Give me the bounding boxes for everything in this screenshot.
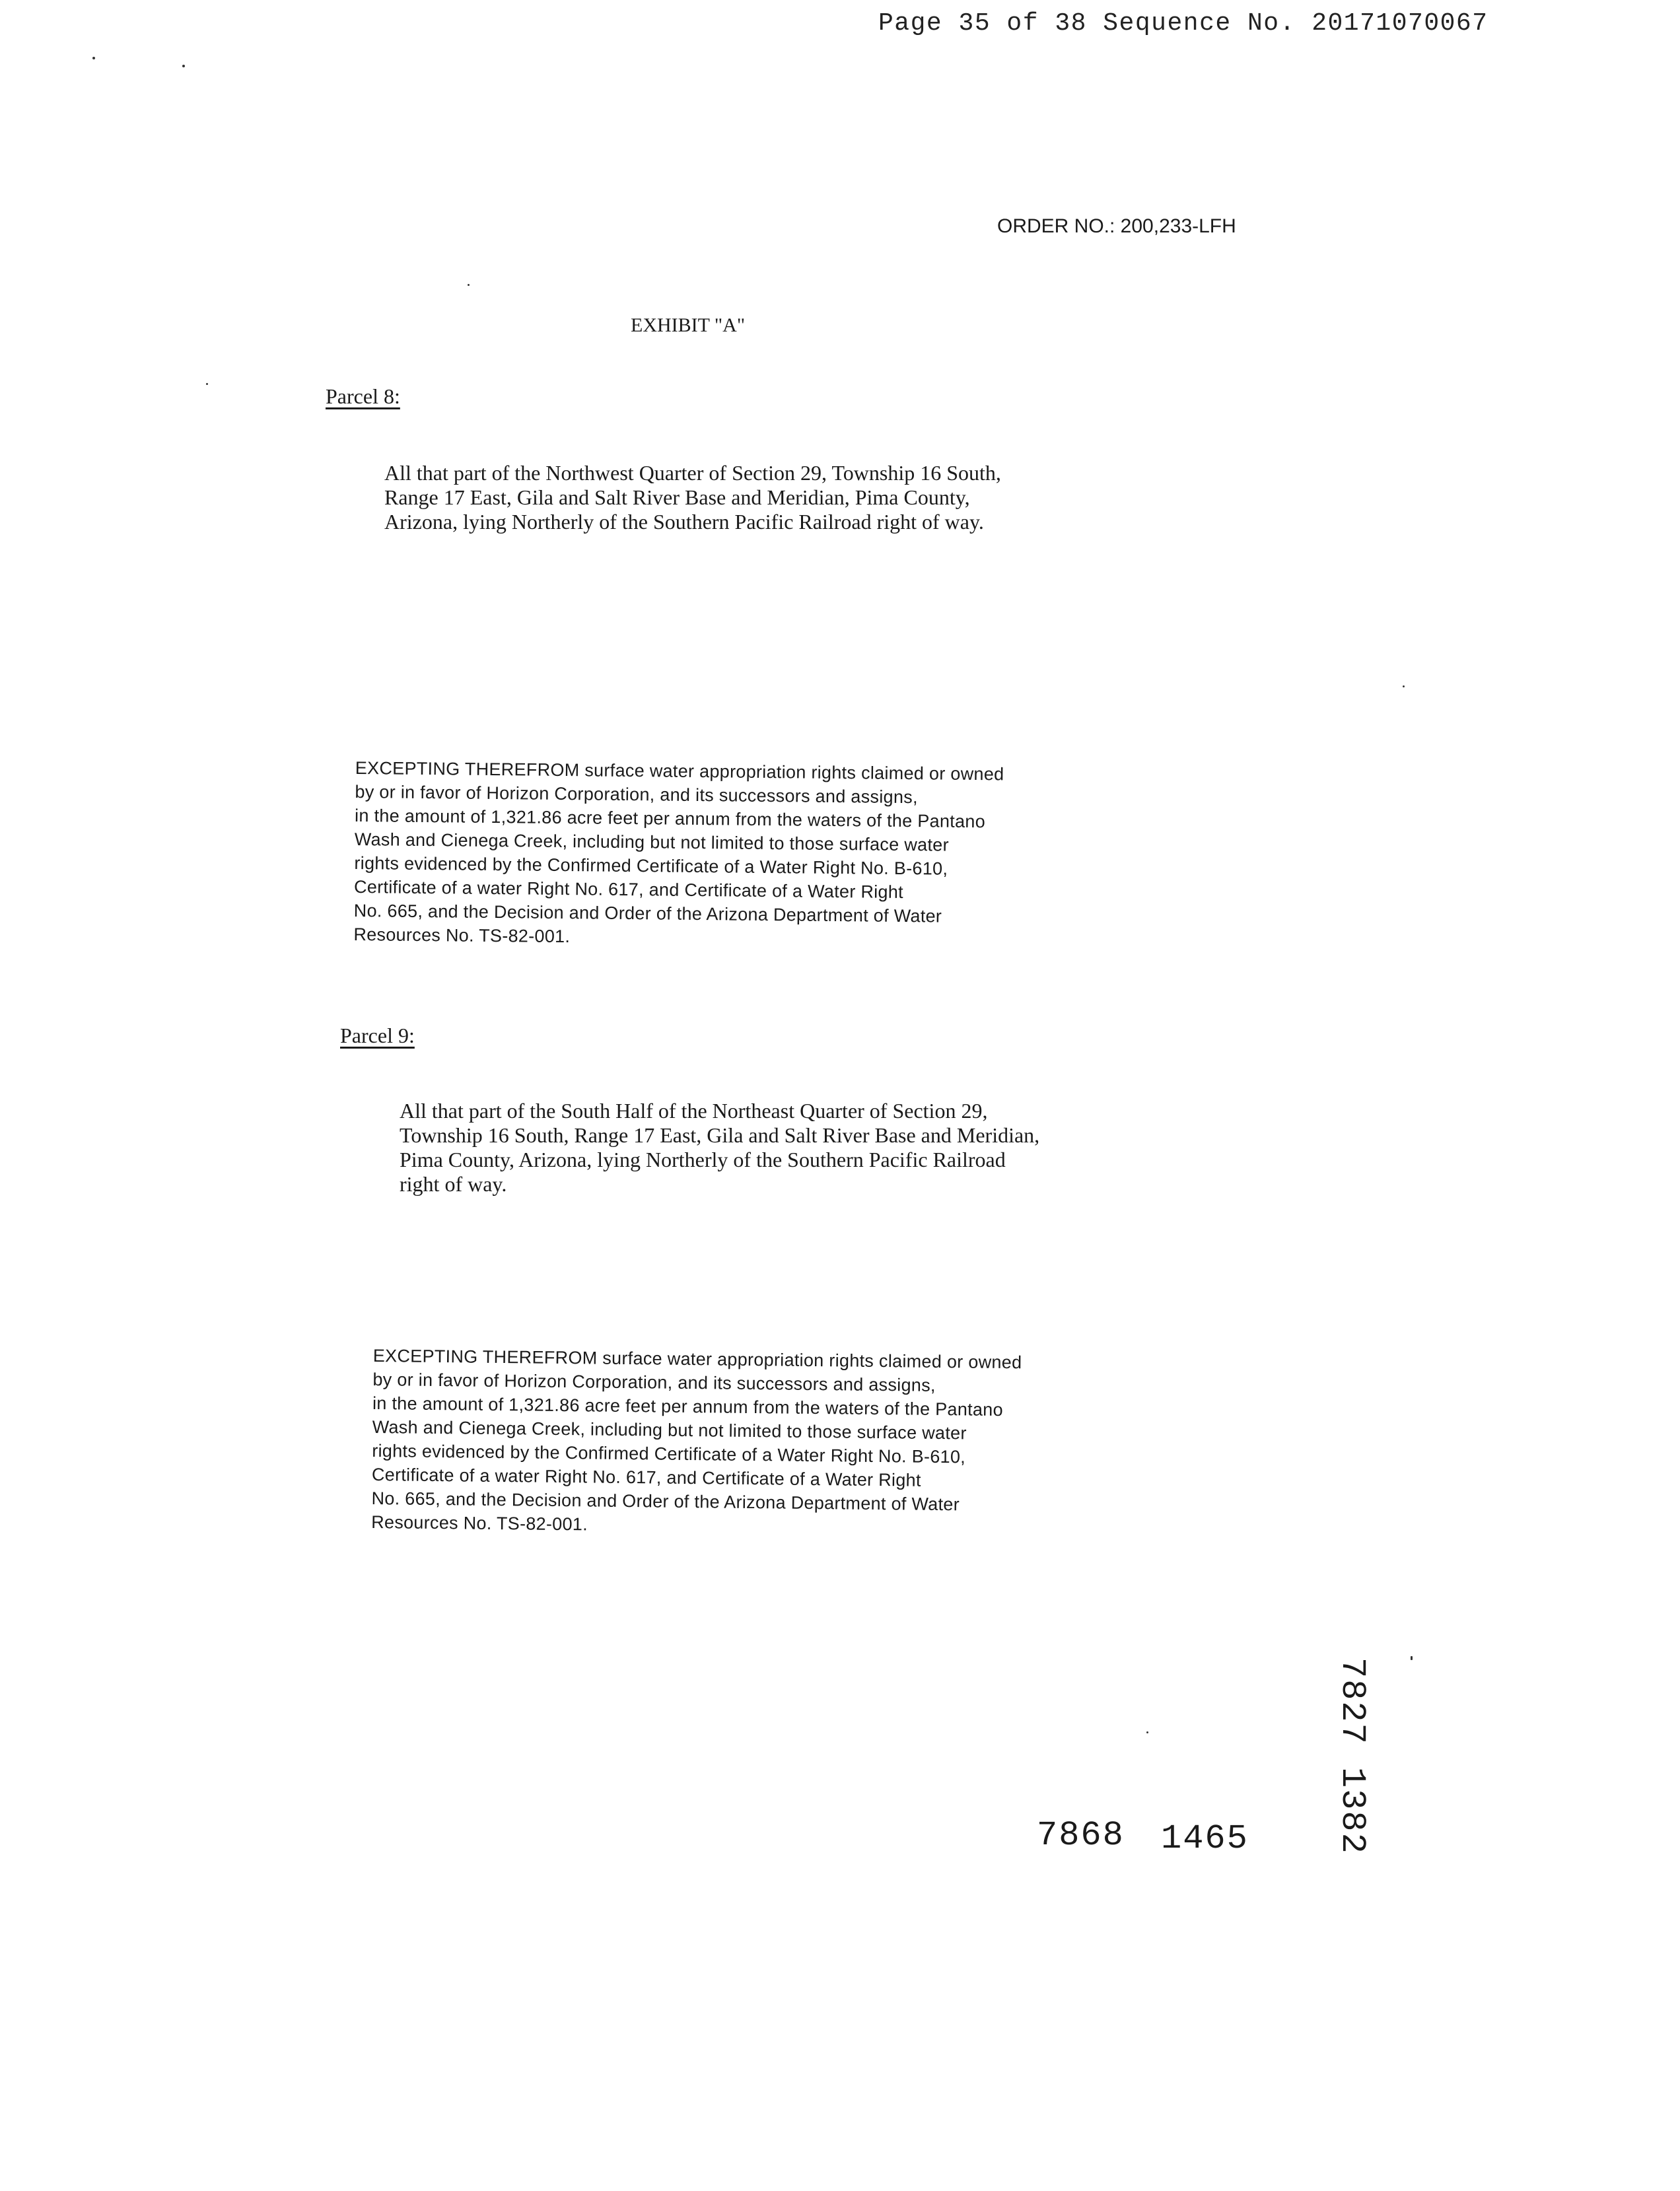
- scan-speck: [92, 57, 95, 59]
- parcel-8-heading: Parcel 8:: [326, 384, 400, 408]
- page-header: Page 35 of 38 Sequence No. 20171070067: [878, 9, 1488, 38]
- scan-speck: [1146, 1731, 1148, 1733]
- parcel-8-exception: EXCEPTING THEREFROM surface water appropriation rights claimed or owned by or in favor of Horizon Corporation, and its successors and assigns, in the amount of 1,321.86 acre feet per annum from the waters of the Pantano Wash and Cienega Creek, including but not limited to those surface water rights evidenced by the Confirmed Certificate of a Water Right No. B-610, Certificate of a water Right No. 617, and Certificate of a Water Right No. 665, and the Decision and Order of the Arizona Department of Water Resources No. TS-82-001.: [353, 757, 1004, 947]
- vertical-recording-stamp: 7827 1382: [1333, 1657, 1372, 1855]
- parcel-8-description: All that part of the Northwest Quarter of Section 29, Township 16 South, Range 17 East, Gila and Salt River Base and Meridian, Pima County, Arizona, lying Northerly of the Southern Pacific Railroad right of way.: [384, 461, 1001, 534]
- scan-speck: [1403, 685, 1405, 687]
- exhibit-title: EXHIBIT "A": [631, 314, 746, 336]
- page-number-stamp: 1465: [1161, 1819, 1249, 1858]
- parcel-9-exception: EXCEPTING THEREFROM surface water appropriation rights claimed or owned by or in favor of Horizon Corporation, and its successors and assigns, in the amount of 1,321.86 acre feet per annum from the waters of the Pantano Wash and Cienega Creek, including but not limited to those surface water rights evidenced by the Confirmed Certificate of a Water Right No. B-610, Certificate of a water Right No. 617, and Certificate of a Water Right No. 665, and the Decision and Order of the Arizona Department of Water Resources No. TS-82-001.: [371, 1345, 1022, 1535]
- scan-speck: [468, 284, 470, 286]
- scan-speck: [182, 65, 185, 67]
- docket-number: 7868: [1037, 1816, 1125, 1855]
- order-number: ORDER NO.: 200,233-LFH: [997, 215, 1236, 237]
- scan-speck: [206, 383, 208, 385]
- parcel-9-description: All that part of the South Half of the Northeast Quarter of Section 29, Township 16 South, Range 17 East, Gila and Salt River Base and Meridian, Pima County, Arizona, lying Northerly of the Southern Pacific Railroad right of way.: [400, 1099, 1040, 1196]
- scan-speck: [1411, 1656, 1413, 1660]
- parcel-9-heading: Parcel 9:: [340, 1024, 415, 1047]
